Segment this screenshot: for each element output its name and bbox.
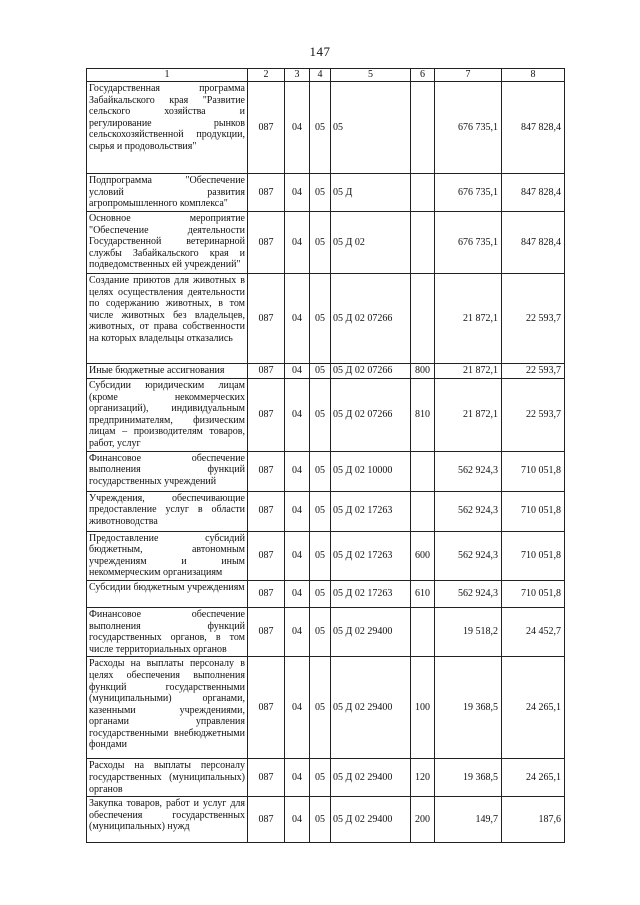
subsection-code: 05 xyxy=(310,174,331,212)
row-description: Создание приютов для животных в целях осуществления деятельности по содержанию животных, в том числе животных без владельцев, животных, от права собственности на которых владельцы отказались xyxy=(87,274,248,364)
expense-type-code xyxy=(411,491,435,531)
amount-year-2: 24 265,1 xyxy=(502,657,565,759)
section-code: 04 xyxy=(285,491,310,531)
subsection-code: 05 xyxy=(310,451,331,491)
target-article-code: 05 Д 02 07266 xyxy=(331,274,411,364)
grbs-code: 087 xyxy=(248,657,285,759)
expense-type-code: 200 xyxy=(411,797,435,843)
amount-year-2: 710 051,8 xyxy=(502,451,565,491)
amount-year-1: 19 368,5 xyxy=(435,657,502,759)
amount-year-2: 710 051,8 xyxy=(502,580,565,607)
expense-type-code xyxy=(411,451,435,491)
row-description: Иные бюджетные ассигнования xyxy=(87,364,248,379)
amount-year-2: 710 051,8 xyxy=(502,531,565,580)
header-cell: 4 xyxy=(310,69,331,82)
expense-type-code: 610 xyxy=(411,580,435,607)
row-description: Финансовое обеспечение выполнения функций государственных органов, в том числе территориальных органов xyxy=(87,607,248,656)
grbs-code: 087 xyxy=(248,607,285,656)
header-cell: 2 xyxy=(248,69,285,82)
budget-table xyxy=(86,68,565,843)
row-description: Субсидии бюджетным учреждениям xyxy=(87,580,248,607)
grbs-code: 087 xyxy=(248,759,285,797)
subsection-code: 05 xyxy=(310,759,331,797)
target-article-code: 05 Д xyxy=(331,174,411,212)
row-description: Учреждения, обеспечивающие предоставление услуг в области животноводства xyxy=(87,491,248,531)
amount-year-2: 847 828,4 xyxy=(502,82,565,174)
header-cell: 3 xyxy=(285,69,310,82)
amount-year-2: 710 051,8 xyxy=(502,491,565,531)
amount-year-1: 676 735,1 xyxy=(435,212,502,274)
row-description: Подпрограмма "Обеспечение условий развития агропромышленного комплекса" xyxy=(87,174,248,212)
header-cell: 6 xyxy=(411,69,435,82)
expense-type-code xyxy=(411,174,435,212)
target-article-code: 05 Д 02 xyxy=(331,212,411,274)
subsection-code: 05 xyxy=(310,491,331,531)
table-row xyxy=(87,607,565,656)
header-cell: 7 xyxy=(435,69,502,82)
target-article-code: 05 Д 02 29400 xyxy=(331,607,411,656)
table-row xyxy=(87,364,565,379)
subsection-code: 05 xyxy=(310,82,331,174)
amount-year-2: 847 828,4 xyxy=(502,174,565,212)
table-row xyxy=(87,379,565,452)
target-article-code: 05 Д 02 10000 xyxy=(331,451,411,491)
section-code: 04 xyxy=(285,797,310,843)
table-row xyxy=(87,759,565,797)
table-row xyxy=(87,451,565,491)
table-row xyxy=(87,580,565,607)
table-row xyxy=(87,274,565,364)
section-code: 04 xyxy=(285,364,310,379)
amount-year-1: 676 735,1 xyxy=(435,174,502,212)
amount-year-1: 21 872,1 xyxy=(435,364,502,379)
row-description: Расходы на выплаты персоналу в целях обеспечения выполнения функций государственными (муниципальными) органами, казенными учреждениями, органами управления государственными внебюджетными фондами xyxy=(87,657,248,759)
header-cell: 5 xyxy=(331,69,411,82)
expense-type-code: 810 xyxy=(411,379,435,452)
table-row xyxy=(87,491,565,531)
amount-year-1: 21 872,1 xyxy=(435,274,502,364)
target-article-code: 05 Д 02 17263 xyxy=(331,531,411,580)
section-code: 04 xyxy=(285,451,310,491)
row-description: Субсидии юридическим лицам (кроме некоммерческих организаций), индивидуальным предпринимателям, физическим лицам – производителям товаров, работ, услуг xyxy=(87,379,248,452)
table-row xyxy=(87,797,565,843)
table-row xyxy=(87,212,565,274)
target-article-code: 05 Д 02 29400 xyxy=(331,797,411,843)
grbs-code: 087 xyxy=(248,212,285,274)
amount-year-1: 562 924,3 xyxy=(435,491,502,531)
grbs-code: 087 xyxy=(248,274,285,364)
row-description: Закупка товаров, работ и услуг для обеспечения государственных (муниципальных) нужд xyxy=(87,797,248,843)
page-number: 147 xyxy=(309,44,331,59)
expense-type-code xyxy=(411,607,435,656)
header-cell: 1 xyxy=(87,69,248,82)
subsection-code: 05 xyxy=(310,212,331,274)
amount-year-2: 22 593,7 xyxy=(502,274,565,364)
row-description: Государственная программа Забайкальского края "Развитие сельского хозяйства и регулирование рынков сельскохозяйственной продукции, сырья и продовольствия" xyxy=(87,82,248,174)
target-article-code: 05 Д 02 29400 xyxy=(331,657,411,759)
section-code: 04 xyxy=(285,379,310,452)
subsection-code: 05 xyxy=(310,379,331,452)
amount-year-1: 562 924,3 xyxy=(435,580,502,607)
section-code: 04 xyxy=(285,212,310,274)
table-row xyxy=(87,531,565,580)
section-code: 04 xyxy=(285,274,310,364)
expense-type-code xyxy=(411,82,435,174)
subsection-code: 05 xyxy=(310,580,331,607)
subsection-code: 05 xyxy=(310,364,331,379)
expense-type-code: 600 xyxy=(411,531,435,580)
header-cell: 8 xyxy=(502,69,565,82)
section-code: 04 xyxy=(285,607,310,656)
target-article-code: 05 Д 02 17263 xyxy=(331,580,411,607)
target-article-code: 05 Д 02 07266 xyxy=(331,379,411,452)
grbs-code: 087 xyxy=(248,364,285,379)
grbs-code: 087 xyxy=(248,174,285,212)
table-row xyxy=(87,174,565,212)
row-description: Предоставление субсидий бюджетным, автономным учреждениям и иным некоммерческим организациям xyxy=(87,531,248,580)
amount-year-1: 19 518,2 xyxy=(435,607,502,656)
section-code: 04 xyxy=(285,580,310,607)
section-code: 04 xyxy=(285,531,310,580)
target-article-code: 05 xyxy=(331,82,411,174)
amount-year-2: 22 593,7 xyxy=(502,364,565,379)
grbs-code: 087 xyxy=(248,82,285,174)
subsection-code: 05 xyxy=(310,607,331,656)
row-description: Финансовое обеспечение выполнения функций государственных учреждений xyxy=(87,451,248,491)
target-article-code: 05 Д 02 29400 xyxy=(331,759,411,797)
section-code: 04 xyxy=(285,174,310,212)
subsection-code: 05 xyxy=(310,274,331,364)
amount-year-1: 19 368,5 xyxy=(435,759,502,797)
grbs-code: 087 xyxy=(248,379,285,452)
amount-year-2: 24 265,1 xyxy=(502,759,565,797)
amount-year-1: 676 735,1 xyxy=(435,82,502,174)
subsection-code: 05 xyxy=(310,657,331,759)
table-header-row xyxy=(87,69,565,82)
section-code: 04 xyxy=(285,82,310,174)
amount-year-2: 24 452,7 xyxy=(502,607,565,656)
row-description: Основное мероприятие "Обеспечение деятельности Государственной ветеринарной службы Забайкальского края и подведомственных ей учреждений" xyxy=(87,212,248,274)
target-article-code: 05 Д 02 07266 xyxy=(331,364,411,379)
table-row xyxy=(87,82,565,174)
amount-year-1: 562 924,3 xyxy=(435,531,502,580)
grbs-code: 087 xyxy=(248,797,285,843)
amount-year-2: 847 828,4 xyxy=(502,212,565,274)
expense-type-code: 800 xyxy=(411,364,435,379)
subsection-code: 05 xyxy=(310,797,331,843)
expense-type-code: 120 xyxy=(411,759,435,797)
grbs-code: 087 xyxy=(248,580,285,607)
amount-year-1: 21 872,1 xyxy=(435,379,502,452)
grbs-code: 087 xyxy=(248,451,285,491)
amount-year-1: 562 924,3 xyxy=(435,451,502,491)
row-description: Расходы на выплаты персоналу государственных (муниципальных) органов xyxy=(87,759,248,797)
target-article-code: 05 Д 02 17263 xyxy=(331,491,411,531)
expense-type-code xyxy=(411,274,435,364)
subsection-code: 05 xyxy=(310,531,331,580)
table-row xyxy=(87,657,565,759)
section-code: 04 xyxy=(285,759,310,797)
amount-year-2: 22 593,7 xyxy=(502,379,565,452)
expense-type-code xyxy=(411,212,435,274)
amount-year-1: 149,7 xyxy=(435,797,502,843)
section-code: 04 xyxy=(285,657,310,759)
expense-type-code: 100 xyxy=(411,657,435,759)
grbs-code: 087 xyxy=(248,491,285,531)
amount-year-2: 187,6 xyxy=(502,797,565,843)
grbs-code: 087 xyxy=(248,531,285,580)
table-body xyxy=(87,69,565,843)
